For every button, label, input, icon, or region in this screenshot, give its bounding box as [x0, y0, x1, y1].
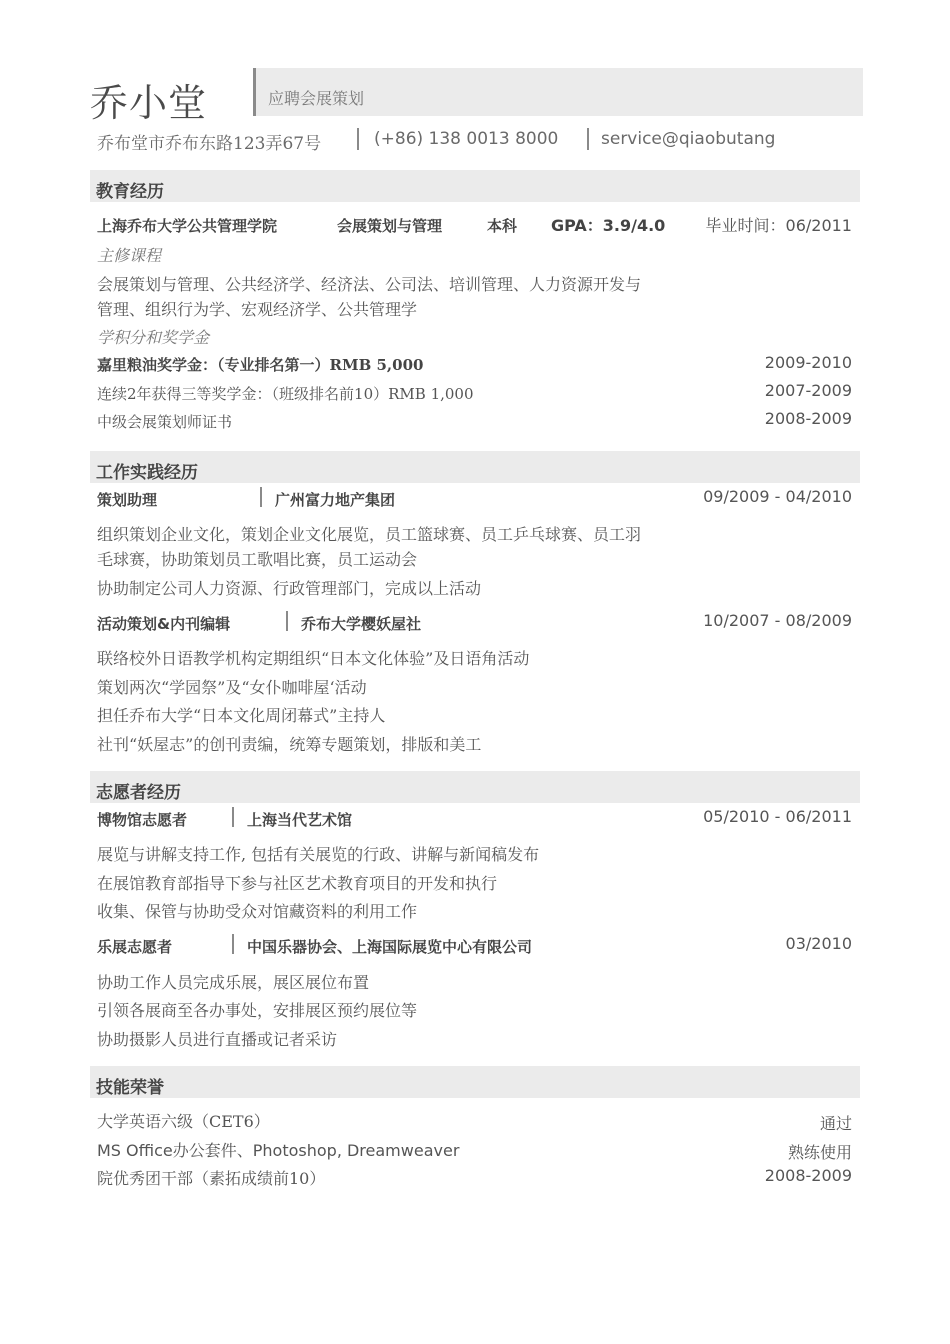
section-work — [90, 451, 860, 483]
address: 乔布堂市乔布东路123弄67号 — [97, 134, 322, 154]
job-date: 10/2007 - 08/2009 — [703, 611, 852, 630]
volunteer-detail: 展览与讲解支持工作, 包括有关展览的行政、讲解与新闻稿发布 — [97, 845, 540, 864]
awards-label: 学积分和奖学金 — [97, 328, 210, 347]
divider — [260, 487, 262, 507]
section-title: 教育经历 — [96, 182, 164, 202]
award-item: 嘉里粮油奖学金：（专业排名第一）RMB 5,000 — [97, 356, 424, 374]
award-date: 2007-2009 — [764, 381, 852, 400]
volunteer-detail: 引领各展商至各办事处，安排展区预约展位等 — [97, 1001, 418, 1020]
degree: 本科 — [487, 217, 518, 235]
award-date: 2009-2010 — [764, 353, 852, 372]
volunteer-detail: 在展馆教育部指导下参与社区艺术教育项目的开发和执行 — [97, 874, 498, 893]
job-detail: 社刊“妖屋志”的创刊责编，统筹专题策划，排版和美工 — [97, 735, 482, 754]
skill-value: 熟练使用 — [787, 1143, 852, 1162]
school: 上海乔布大学公共管理学院 — [97, 217, 278, 235]
section-volunteer — [90, 771, 860, 803]
job-detail: 策划两次“学园祭”及“女仆咖啡屋‘活动 — [97, 678, 367, 697]
job-role: 活动策划&内刊编辑 — [97, 615, 231, 633]
section-education — [90, 170, 860, 202]
job-org: 广州富力地产集团 — [275, 491, 396, 509]
skill-item: 大学英语六级（CET6） — [97, 1112, 270, 1131]
candidate-name: 乔小堂 — [90, 81, 208, 125]
award-item: 连续2年获得三等奖学金：（班级排名前10）RMB 1,000 — [97, 385, 474, 403]
graduation-date: 毕业时间：06/2011 — [705, 216, 852, 235]
award-date: 2008-2009 — [764, 409, 852, 428]
section-title: 技能荣誉 — [96, 1078, 164, 1098]
skill-item: 院优秀团干部（素拓成绩前10） — [97, 1169, 326, 1188]
volunteer-detail: 收集、保管与协助受众对馆藏资料的利用工作 — [97, 902, 418, 921]
volunteer-detail: 协助摄影人员进行直播或记者采访 — [97, 1030, 338, 1049]
volunteer-date: 03/2010 — [785, 934, 852, 953]
divider — [232, 934, 234, 954]
skill-value: 通过 — [819, 1114, 852, 1133]
volunteer-date: 05/2010 - 06/2011 — [703, 807, 852, 826]
job-role: 策划助理 — [97, 491, 158, 509]
job-detail: 组织策划企业文化，策划企业文化展览，员工篮球赛、员工乒乓球赛、员工羽 — [97, 525, 642, 544]
volunteer-detail: 协助工作人员完成乐展，展区展位布置 — [97, 973, 370, 992]
divider — [286, 611, 288, 631]
job-detail: 协助制定公司人力资源、行政管理部门，完成以上活动 — [97, 579, 482, 598]
divider — [587, 128, 589, 150]
courses-line: 会展策划与管理、公共经济学、经济法、公司法、培训管理、人力资源开发与 — [97, 275, 642, 294]
skill-value: 2008-2009 — [764, 1166, 852, 1185]
job-detail: 联络校外日语教学机构定期组织“日本文化体验”及日语角活动 — [97, 649, 530, 668]
volunteer-org: 中国乐器协会、上海国际展览中心有限公司 — [247, 938, 533, 956]
job-date: 09/2009 - 04/2010 — [703, 487, 852, 506]
divider — [357, 128, 359, 150]
job-detail: 担任乔布大学“日本文化周闭幕式”主持人 — [97, 706, 386, 725]
volunteer-role: 乐展志愿者 — [97, 938, 173, 956]
job-org: 乔布大学樱妖屋社 — [301, 615, 422, 633]
courses-label: 主修课程 — [97, 246, 162, 265]
major: 会展策划与管理 — [337, 217, 443, 235]
job-objective: 应聘会展策划 — [268, 89, 365, 108]
award-item: 中级会展策划师证书 — [97, 413, 233, 431]
volunteer-org: 上海当代艺术馆 — [247, 811, 353, 829]
job-detail: 毛球赛，协助策划员工歌唱比赛，员工运动会 — [97, 550, 418, 569]
section-skills — [90, 1066, 860, 1098]
volunteer-role: 博物馆志愿者 — [97, 811, 188, 829]
courses-line: 管理、组织行为学、宏观经济学、公共管理学 — [97, 300, 418, 319]
gpa: GPA：3.9/4.0 — [551, 216, 666, 235]
skill-item: MS Office办公套件、Photoshop, Dreamweaver — [97, 1141, 460, 1160]
section-title: 工作实践经历 — [96, 463, 198, 483]
phone: (+86) 138 0013 8000 — [374, 129, 559, 149]
section-title: 志愿者经历 — [96, 783, 181, 803]
email: service@qiaobutang — [601, 129, 776, 149]
divider — [232, 807, 234, 827]
